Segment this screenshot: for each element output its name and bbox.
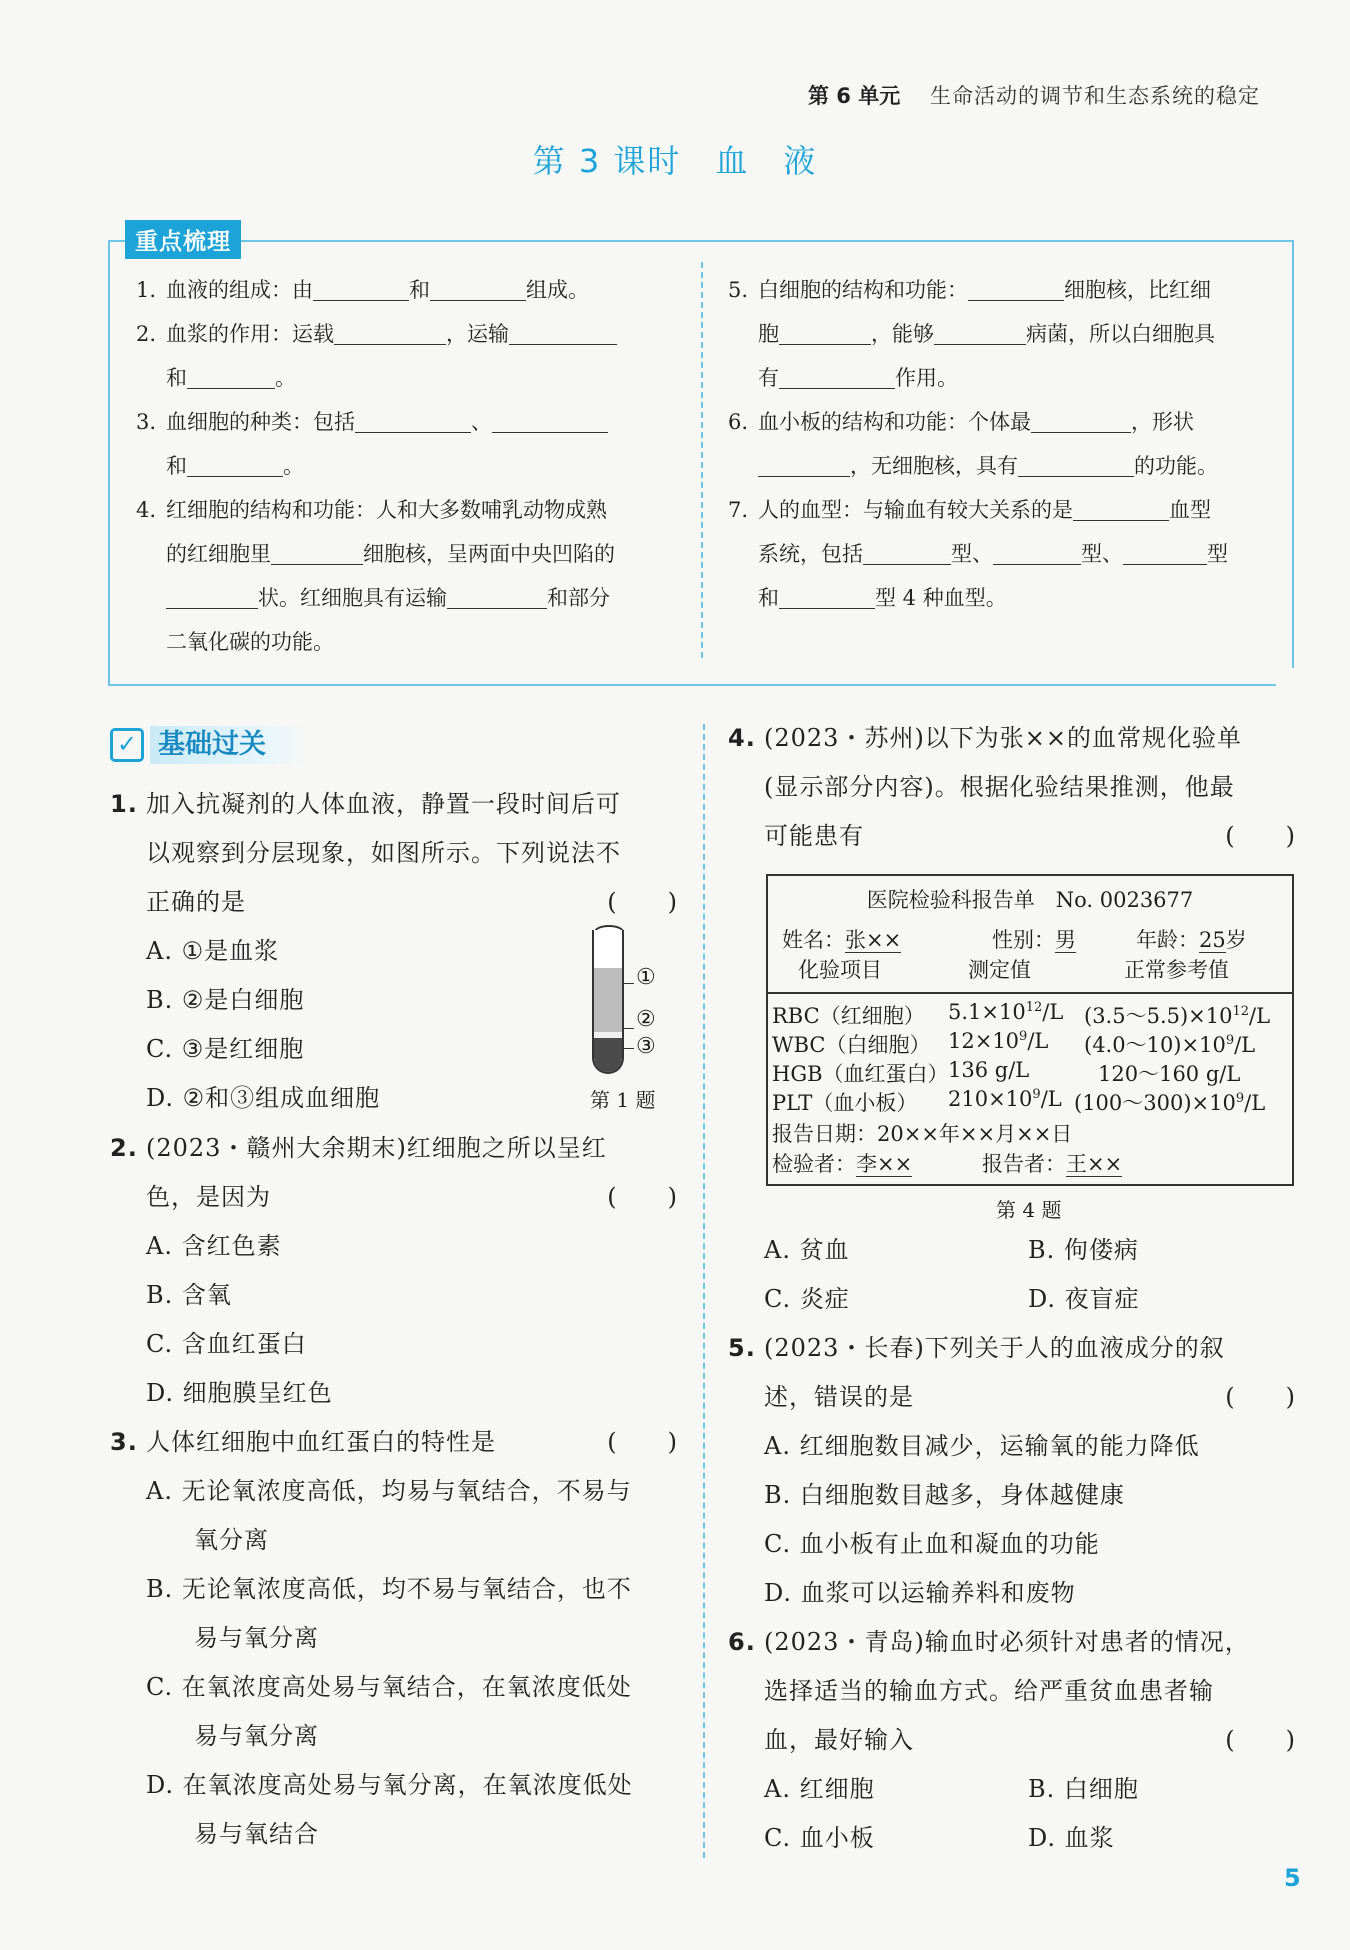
option[interactable]: C. 血小板 (764, 1824, 875, 1852)
report-row-item: RBC（红细胞） (772, 1004, 925, 1028)
test-tube-figure (592, 930, 624, 1074)
lab-report (766, 874, 1294, 1186)
report-row-ref: $(100\sim 300)\times 10^9/L$ (1074, 1091, 1266, 1115)
option[interactable]: A. 红细胞 (764, 1775, 875, 1803)
answer-paren[interactable]: ( ) (607, 1183, 678, 1211)
box-corner-cut (1276, 668, 1294, 686)
figure-label-2: ② (636, 1007, 656, 1032)
report-row-ref: $(4.0\sim 10)\times 10^9/L$ (1084, 1033, 1256, 1057)
key-point-5: 5. 白细胞的结构和功能： 细胞核，比红细 胞 ，能够 病菌，所以白细胞具 有 作用。 (728, 268, 1268, 400)
question-5: 5. (2023・长春)下列关于人的血液成分的叙 述，错误的是 ( ) A. 红细胞数目减少，运输氧的能力降低 B. 白细胞数目越多，身体越健康 C. 血小板有止血和凝血的功能 D. 血浆可以运输养料和废物 (728, 1324, 1296, 1618)
question-1: 1. 加入抗凝剂的人体血液，静置一段时间后可 以观察到分层现象，如图所示。下列说法不 正确的是 ( ) A. ①是血浆 B. ②是白细胞 C. ③是红细胞 D. ②和③组成血细胞 (110, 780, 678, 1123)
report-row-item: HGB（血红蛋白） (772, 1062, 949, 1086)
key-point-1: 1. 血液的组成：由 和 组成。 (136, 268, 676, 312)
report-sex: 性别：男 (992, 928, 1076, 952)
option[interactable]: B. 佝偻病 (1028, 1236, 1139, 1264)
option-continuation: 氧分离 (194, 1526, 269, 1554)
answer-paren[interactable]: ( ) (1225, 1383, 1296, 1411)
option[interactable]: B. 无论氧浓度高低，均不易与氧结合，也不 (146, 1575, 632, 1603)
option[interactable]: B. 含氧 (146, 1281, 232, 1309)
figure-caption: 第 4 题 (996, 1198, 1062, 1222)
report-name: 姓名：张×× (782, 928, 902, 952)
question-4-options (728, 1226, 1296, 1324)
label-leader (622, 1028, 634, 1029)
question-4: 4. (2023・苏州)以下为张××的血常规化验单 (显示部分内容)。根据化验结果推测，他最 可能患有 ( ) (728, 714, 1296, 861)
key-point-6: 6. 血小板的结构和功能：个体最 ，形状 ，无细胞核，具有 的功能。 (728, 400, 1268, 488)
report-row-value: $5.1\times 10^{12}/L$ (948, 1000, 1064, 1024)
report-age: 年龄：25岁 (1136, 928, 1247, 952)
report-row-value: $210\times 10^9/L$ (948, 1087, 1062, 1111)
option[interactable]: D. 血浆可以运输养料和废物 (764, 1579, 1076, 1607)
report-row-ref: $(3.5\sim 5.5)\times 10^{12}/L$ (1084, 1004, 1271, 1028)
option[interactable]: B. 白细胞数目越多，身体越健康 (764, 1481, 1125, 1509)
answer-paren[interactable]: ( ) (1225, 1726, 1296, 1754)
key-point-3: 3. 血细胞的种类：包括 、 和 。 (136, 400, 676, 488)
figure-label-1: ① (636, 965, 656, 990)
report-title: 医院检验科报告单 No. 0023677 (866, 888, 1194, 912)
option[interactable]: A. 红细胞数目减少，运输氧的能力降低 (764, 1432, 1200, 1460)
answer-paren[interactable]: ( ) (607, 1428, 678, 1456)
key-point-7: 7. 人的血型：与输血有较大关系的是 血型 系统，包括 型、 型、 型 和 型 4 种血型。 (728, 488, 1268, 620)
report-row-item: PLT（血小板） (772, 1091, 918, 1115)
report-checker: 检验者：李×× (772, 1152, 913, 1176)
option[interactable]: A. 无论氧浓度高低，均易与氧结合，不易与 (146, 1477, 632, 1505)
option-continuation: 易与氧分离 (194, 1624, 319, 1652)
page-number: 5 (1284, 1864, 1301, 1892)
key-point-4: 4. 红细胞的结构和功能：人和大多数哺乳动物成熟 的红细胞里 细胞核，呈两面中央凹陷的 状。红细胞具有运输 和部分 二氧化碳的功能。 (136, 498, 615, 654)
option[interactable]: D. 夜盲症 (1028, 1285, 1140, 1313)
key-points-tag: 重点梳理 (125, 220, 241, 259)
answer-paren[interactable]: ( ) (1225, 822, 1296, 850)
checkbox-icon: ✓ (110, 728, 144, 762)
option[interactable]: C. ③是红细胞 (146, 1035, 305, 1063)
label-leader (622, 983, 634, 984)
report-row-value: 136 g/L (948, 1058, 1030, 1082)
figure-label-3: ③ (636, 1034, 656, 1059)
key-point-2: 2. 血浆的作用：运载 ，运输 和 。 (136, 312, 676, 400)
option[interactable]: D. ②和③组成血细胞 (146, 1084, 381, 1112)
label-leader (622, 1048, 634, 1049)
option[interactable]: D. 细胞膜呈红色 (146, 1379, 333, 1407)
answer-paren[interactable]: ( ) (607, 888, 678, 916)
unit-label: 第 6 单元 (808, 84, 901, 108)
option[interactable]: A. 贫血 (764, 1236, 850, 1264)
report-col-ref: 正常参考值 (1124, 958, 1229, 982)
report-reporter: 报告者：王×× (982, 1152, 1123, 1176)
option[interactable]: C. 血小板有止血和凝血的功能 (764, 1530, 1100, 1558)
option[interactable]: B. 白细胞 (1028, 1775, 1139, 1803)
key-points-divider (701, 262, 703, 658)
option[interactable]: D. 血浆 (1028, 1824, 1115, 1852)
report-col-item: 化验项目 (798, 958, 882, 982)
question-2: 2. (2023・赣州大余期末)红细胞之所以呈红 色，是因为 ( ) A. 含红色素 B. 含氧 C. 含血红蛋白 D. 细胞膜呈红色 (110, 1124, 678, 1418)
option[interactable]: B. ②是白细胞 (146, 986, 305, 1014)
option[interactable]: C. 炎症 (764, 1285, 850, 1313)
unit-title: 生命活动的调节和生态系统的稳定 (930, 84, 1260, 108)
section-label: 基础过关 (150, 726, 308, 764)
option[interactable]: A. 含红色素 (146, 1232, 282, 1260)
report-col-value: 测定值 (968, 958, 1031, 982)
option-continuation: 易与氧分离 (194, 1722, 319, 1750)
report-row-value: $12\times 10^9/L$ (948, 1029, 1049, 1053)
question-6: 6. (2023・青岛)输血时必须针对患者的情况， 选择适当的输血方式。给严重贫血患者输 血，最好输入 ( ) A. 红细胞 B. 白细胞 C. 血小板 D. 血浆 (728, 1618, 1296, 1863)
red-cell-layer (594, 1038, 622, 1074)
option-continuation: 易与氧结合 (194, 1820, 319, 1848)
report-row-item: WBC（白细胞） (772, 1033, 931, 1057)
option[interactable]: C. 在氧浓度高处易与氧结合，在氧浓度低处 (146, 1673, 632, 1701)
report-row-ref: 120～160 g/L (1098, 1062, 1241, 1086)
column-divider (703, 724, 705, 1858)
option[interactable]: A. ①是血浆 (146, 937, 280, 965)
option[interactable]: C. 含血红蛋白 (146, 1330, 307, 1358)
figure-caption: 第 1 题 (590, 1088, 656, 1112)
option[interactable]: D. 在氧浓度高处易与氧分离，在氧浓度低处 (146, 1771, 633, 1799)
plasma-layer (594, 968, 622, 1032)
lesson-title: 第 3 课时 血 液 (532, 142, 818, 180)
report-date: 报告日期：20××年××月××日 (772, 1122, 1073, 1146)
question-3: 3. 人体红细胞中血红蛋白的特性是 ( ) A. 无论氧浓度高低，均易与氧结合，不易与 氧分离 B. 无论氧浓度高低，均不易与氧结合，也不 易与氧分离 C. 在氧浓度高处易与氧结合，在氧浓度低处 易与氧分离 D. 在氧浓度高处易与氧分离，在氧浓度低处 易与氧结合 (110, 1418, 678, 1859)
report-separator (768, 992, 1292, 994)
